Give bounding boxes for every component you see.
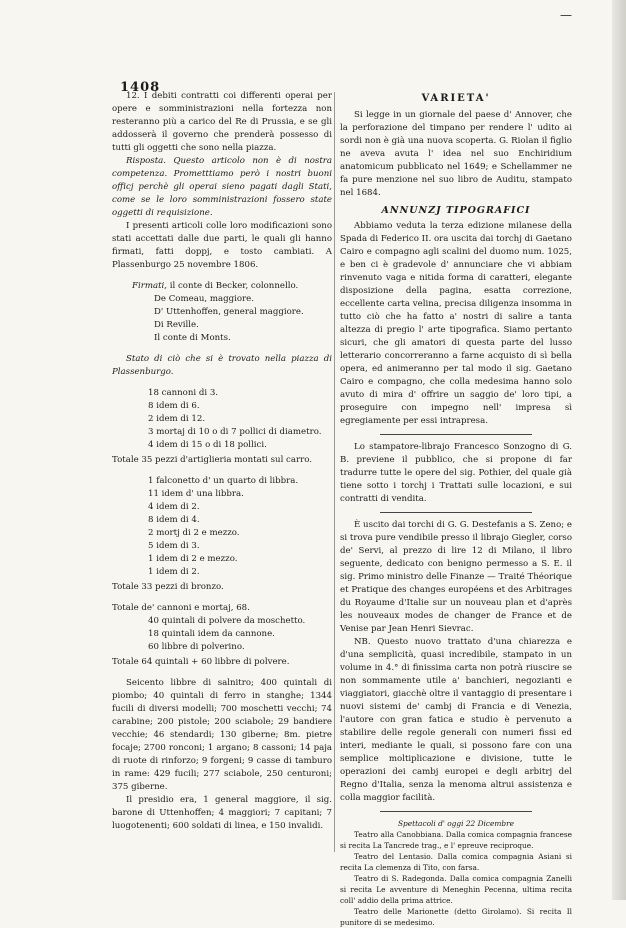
spettacolo-3: Teatro di S. Radegonda. Dalla comica compagnia Zanelli si recita Le avventure di Meneghin Pecenna, ultima recita coll' addio della prima attrice.: [340, 874, 572, 905]
presidio-paragraph: Il presidio era, 1 general maggiore, il sig. barone di Uttenhoffen; 4 maggiori; 7 capitani; 7 luogotenenti; 600 soldati di linea, e 150 invalidi.: [112, 795, 332, 831]
page-number: 1408: [120, 80, 161, 95]
totale-4: Totale 64 quintali + 60 libbre di polvere.: [112, 657, 290, 667]
left-column: [112, 90, 332, 833]
signature-2: De Comeau, maggiore.: [154, 294, 254, 304]
spettacoli-heading: Spettacoli d' oggi 22 Dicembre: [397, 819, 515, 828]
list-item: 18 quintali idem da cannone.: [148, 629, 275, 639]
list-c: [112, 615, 332, 654]
list-item: 8 idem di 6.: [148, 401, 200, 411]
signature-5: Il conte di Monts.: [154, 333, 231, 343]
list-item: 11 idem d' una libbra.: [148, 489, 244, 499]
presenti-articoli: I presenti articoli colle loro modificazioni sono stati accettati dalle due parti, le quali gli hanno firmati, fatti doppj, e tosto cambiati. A Plassenburgo 25 novembre 1806.: [112, 221, 332, 270]
spettacolo-2: Teatro del Lentasio. Dalla comica compagnia Asiani si recita La clemenza di Tito, con farsa.: [340, 852, 572, 872]
totale-1: Totale 35 pezzi d'artiglieria montati sul carro.: [112, 455, 312, 465]
risposta: Risposta. Questo articolo non è di nostra competenza. Prometttiamo però i nostri buoni officj perchè gli operai sieno pagati dagli Stati, come se le loro somministrazioni fossero state oggetti di requisizione.: [112, 156, 332, 218]
list-item: 40 quintali di polvere da moschetto.: [148, 616, 306, 626]
list-item: 2 mortj di 2 e mezzo.: [148, 528, 240, 538]
totale-2: Totale 33 pezzi di bronzo.: [112, 582, 224, 592]
top-mark: —: [560, 8, 572, 22]
list-item: 4 idem di 15 o di 18 pollici.: [148, 440, 267, 450]
varieta-heading: VARIETA': [421, 93, 491, 104]
list-item: 60 libbre di polverino.: [148, 642, 245, 652]
list-item: 4 idem di 2.: [148, 502, 200, 512]
stato-heading: Stato di ciò che si è trovato nella piazza di Plassenburgo.: [112, 354, 332, 377]
list-item: 1 falconetto d' un quarto di libbra.: [148, 476, 299, 486]
list-item: 18 cannoni di 3.: [148, 388, 219, 398]
nb-text: NB. Questo nuovo trattato d'una chiarezza e d'una semplicità, quasi incredibile, stampato in un volume in 4.° di finissima carta non potrà riuscire se non sommamente utile a' banchieri, negozianti e viaggiatori, giacchè oltre il vantaggio di presentare i nuovi sistemi de' cambj di Francia e di Venezia, l'autore con gran fatica e studio è pervenuto a stabilire delle regole generali con numeri fissi ed interi, mediante le quali, si possono fare con una semplice moltiplicazione e divisione, tutte le operazioni dei cambj europei e degli arbitrj del Regno d'Italia, senza la menoma altrui assistenza e colla maggior facilità.: [340, 637, 572, 803]
divider: [380, 512, 532, 513]
list-item: 1 idem di 2.: [148, 567, 200, 577]
list-item: 3 mortaj di 10 o di 7 pollici di diametro.: [148, 427, 322, 437]
list-b: [112, 475, 332, 579]
signature-3: D' Uttenhoffen, general maggiore.: [154, 307, 304, 317]
spettacolo-1: Teatro alla Canobbiana. Dalla comica compagnia francese si recita La Tancrede trag., e l' epreuve reciproque.: [340, 830, 572, 850]
list-item: 5 idem di 3.: [148, 541, 200, 551]
column-divider: [334, 92, 335, 852]
list-item: 2 idem di 12.: [148, 414, 206, 424]
signature-4: Di Reville.: [154, 320, 199, 330]
inventory-paragraph: Seicento libbre di salnitro; 400 quintali di piombo; 40 quintali di ferro in stanghe; 1344 fucili di diversi modelli; 700 moschetti vecchi; 74 carabine; 200 pistole; 200 sciabole; 29 bandiere vecchie; 46 stendardi; 130 giberne; 8m. pietre focaje; 2700 ronconi; 1 argano; 8 cassoni; 14 paja di ruote di rinforzo; 9 forgeni; 9 casse di tamburo in rame: 429 fucili; 277 sciabole, 250 centuroni; 375 giberne.: [112, 678, 332, 792]
right-column: [340, 90, 572, 928]
list-a: [112, 387, 332, 452]
annunzi-text: Abbiamo veduta la terza edizione milanese della Spada di Federico II. ora uscita dai torchj di Gaetano Cairo e compagno agli scalini del duomo num. 1025, e ben ci è gradevole d' annunciare che vi abbiam rinvenuto vaga e nitida forma di caratteri, elegante disposizione della pagina, esatta correzione, eccellente carta velina, precisa diligenza insomma in tutto ciò che ha fatto a' nostri di salire a tanta altezza di pregio l' arte tipografica. Siamo pertanto sicuri, che gli amatori di questa parte del lusso letterario concorreranno a farne acquisto di sì bella opera, ed animeranno per tal modo il sig. Gaetano Cairo e compagno, che colla medesima hanno solo avuto di mira d' offrire un saggio de' loro tipi, a proseguire con impegno nell' impresa sì egregiamente per essi intrapresa.: [340, 221, 572, 426]
list-item: 1 idem di 2 e mezzo.: [148, 554, 238, 564]
divider: [380, 811, 532, 812]
totale-3: Totale de' cannoni e mortaj, 68.: [112, 603, 250, 613]
list-item: 8 idem di 4.: [148, 515, 200, 525]
page-edge: [612, 0, 626, 900]
article-12: 12. I debiti contratti coi differenti operai per opere e somministrazioni nella fortezza non resteranno più a carico del Re di Prussia, e se gli addosserà il governo che prenderà possesso di tutti gli oggetti che sono nella piazza.: [112, 91, 332, 153]
divider: [380, 434, 532, 435]
signature-1: Firmati, il conte di Becker, colonnello.: [132, 281, 299, 291]
destefanis-text: È uscito dai torchi di G. G. Destefanis a S. Zeno; e si trova pure vendibile presso il librajo Giegler, corso de' Servi, al prezzo di lire 12 di Milano, il libro seguente, dedicato con benigno permesso a S. E. il sig. Primo ministro delle Finanze — Traité Théorique et Pratique des changes européens et des Arbitrages du Royaume d'Italie sur un nouveau plan et d'après les nouveaux modes de changer de France et de Venise par Jean Henri Sievrac.: [340, 520, 572, 634]
annunzi-heading: ANNUNZJ TIPOGRAFICI: [381, 205, 531, 216]
sonzogno-text: Lo stampatore-librajo Francesco Sonzogno di G. B. previene il pubblico, che si propone di far tradurre tutte le opere del sig. Pothier, del quale già tiene sotto i torchj i Trattati sulle locazioni, e sui contratti di vendita.: [340, 442, 572, 504]
spettacolo-4: Teatro delle Marionette (detto Girolamo). Si recita Il punitore di se medesimo.: [340, 907, 572, 927]
varieta-text: Si legge in un giornale del paese d' Annover, che la perforazione del timpano per rendere l' udito ai sordi non è già una nuova scoperta. G. Riolan il figlio ne aveva avuta l' idea nel suo Enchiridium anatomicum pubblicato nel 1649; e Schellammer ne fa pure menzione nel suo libro de Auditu, stampato nel 1684.: [340, 110, 572, 198]
